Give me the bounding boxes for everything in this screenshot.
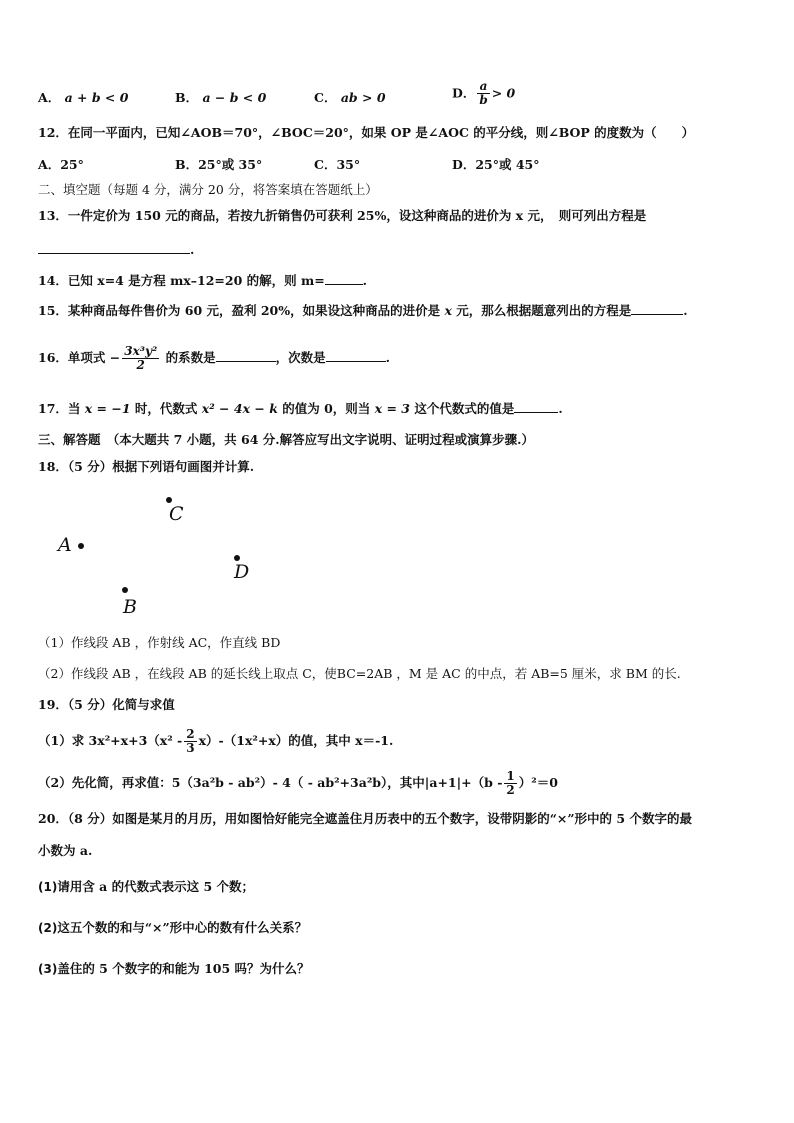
q18-stem: 18．（5 分）根据下列语句画图并计算.	[38, 459, 255, 474]
point-a-label: A	[58, 534, 72, 556]
q12-option-c: C．35°	[314, 157, 361, 172]
q14-stem: 14．已知 x=4 是方程 mx–12=20 的解，则 m= .	[38, 273, 368, 288]
point-c-label: C	[169, 503, 184, 525]
point-b-label: B	[123, 596, 137, 618]
q11-option-c: C． ab > 0	[314, 90, 386, 105]
q12-option-a: A．25°	[38, 157, 84, 172]
q16-blank-coefficient[interactable]	[216, 350, 276, 362]
q19-part-2: （2）先化简，再求值：5（3a²b - ab²）- 4（ - ab²+3a²b），其中|a+1|+（b - $\frac{1}{2}$ ）²＝0	[38, 769, 558, 797]
q17-stem: 17．当 x = −1 时，代数式 x² − 4x − k 的值为 0，则当 x = 3 这个代数式的值是 .	[38, 401, 563, 416]
q12-option-d: D．25°或 45°	[452, 157, 540, 172]
q18-part-2: （2）作线段 AB ，在线段 AB 的延长线上取点 C，使BC=2AB ，M 是 AC 的中点，若 AB=5 厘米，求 BM 的长.	[38, 666, 681, 681]
q19-part-1: （1）求 3x²+x+3（x² - $\frac{2}{3}$ x）-（1x²+x）的值，其中 x＝-1.	[38, 727, 394, 755]
q15-stem: 15．某种商品每件售价为 60 元，盈利 20%，如果设这种商品的进价是 x 元，那么根据题意列出的方程是 .	[38, 303, 688, 318]
q20-part-2: (2)这五个数的和与“×”形中心的数有什么关系？	[38, 920, 308, 935]
q13-blank[interactable]	[38, 242, 190, 254]
q19-stem: 19．（5 分）化简与求值	[38, 697, 175, 712]
q11-option-a: A． a + b < 0	[38, 90, 129, 105]
q20-stem-line-2: 小数为 a.	[38, 843, 93, 858]
q12-option-b: B．25°或 35°	[175, 157, 263, 172]
q20-part-3: (3)盖住的 5 个数字的和能为 105 吗？为什么？	[38, 961, 310, 976]
q11-option-b: B． a − b < 0	[175, 90, 267, 105]
point-d-label: D	[234, 561, 250, 583]
q20-stem-line-1: 20．（8 分）如图是某月的月历，用如图恰好能完全遮盖住月历表中的五个数字，设带阴影的“×”形中的 5 个数字的最	[38, 811, 692, 826]
section-3-heading: 三、解答题 （本大题共 7 小题，共 64 分.解答应写出文字说明、证明过程或演算步骤.）	[38, 432, 534, 447]
q12-stem: 12．在同一平面内，已知∠AOB＝70°，∠BOC＝20°，如果 OP 是∠AOC 的平分线，则∠BOP 的度数为（ ）	[38, 125, 695, 140]
section-2-heading: 二、填空题（每题 4 分，满分 20 分，将答案填在答题纸上）	[38, 182, 378, 197]
q14-blank[interactable]	[325, 273, 363, 285]
q16-stem: 16．单项式 − $\frac{\text{3x³y²}}{2}$ 的系数是 ，次数是 .	[38, 344, 390, 372]
q18-part-1: （1）作线段 AB ，作射线 AC，作直线 BD	[38, 635, 281, 650]
point-b-dot	[122, 587, 128, 593]
q20-part-1: (1)请用含 a 的代数式表示这 5 个数；	[38, 879, 255, 894]
q13-stem: 13．一件定价为 150 元的商品，若按九折销售仍可获利 25%，设这种商品的进价为 x 元， 则可列出方程是	[38, 208, 647, 223]
q15-blank[interactable]	[631, 303, 683, 315]
q11-option-d: D． $\frac{a}{b}$ > 0	[452, 79, 516, 107]
point-a-dot	[78, 543, 84, 549]
q17-blank[interactable]	[514, 401, 558, 413]
q16-blank-degree[interactable]	[326, 350, 386, 362]
q13-answer-line: .	[38, 242, 194, 258]
